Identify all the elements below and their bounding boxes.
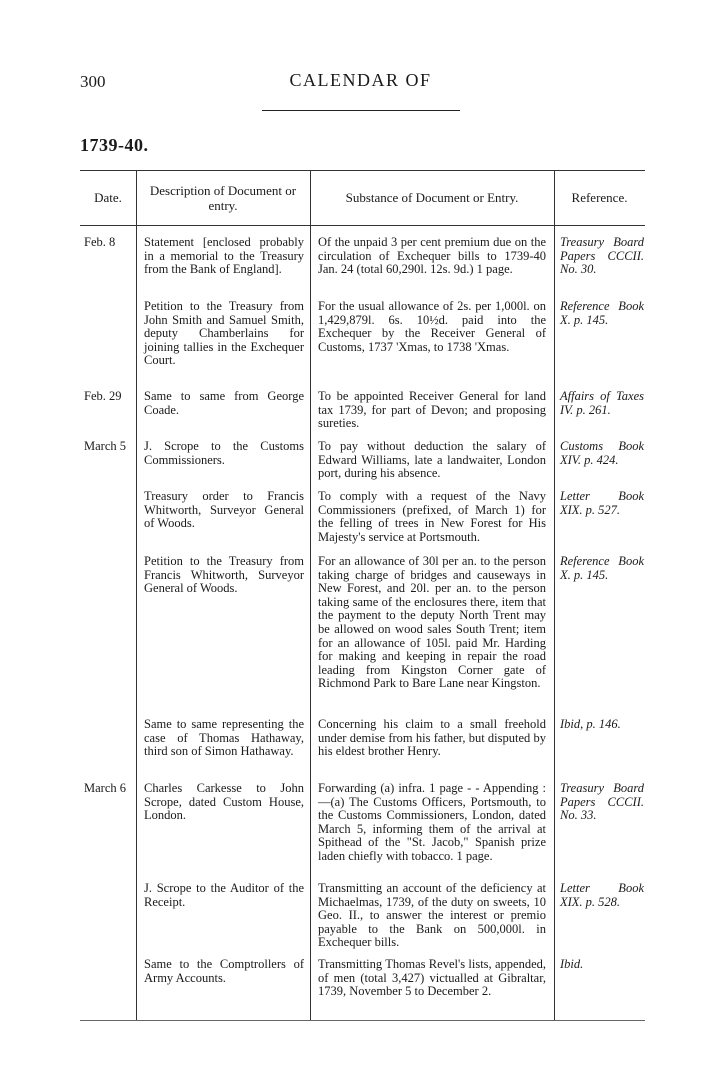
entry-substance: For an allowance of 30l per an. to the person taking charge of bridges and causeways in New Forest, and 20l. per an. to the person taking same of the enclosures there, item that the payment to the deputy North Trent may be allowed on wood sales South Trent; item for an allowance of 105l. paid Mr. Harding for making and keeping in repair the road leading from Kingston Corner gate of Richmond Park to Bare Lane near Kingston. [318, 554, 546, 691]
entry-substance: Of the unpaid 3 per cent premium due on the circulation of Exchequer bills to 1739-40 Jan. 24 (total 60,290l. 12s. 9d.) 1 page. [318, 235, 546, 277]
entry-reference: Letter Book XIX. p. 528. [560, 881, 644, 909]
entry-substance: For the usual allowance of 2s. per 1,000l. on 1,429,879l. 6s. 10½d. paid into the Exchequer by the Receiver General of Customs, 1737 'Xmas, to 1738 'Xmas. [318, 299, 546, 354]
column-header-reference: Reference. [571, 190, 628, 205]
column-header-description: Description of Document or entry. [149, 182, 297, 213]
column-separator-3 [554, 170, 555, 1020]
entry-description: Petition to the Treasury from John Smith and Samuel Smith, deputy Chamberlains for joining tallies in the Exchequer Court. [144, 299, 304, 368]
entry-reference: Reference Book X. p. 145. [560, 299, 644, 327]
entry-reference: Reference Book X. p. 145. [560, 554, 644, 582]
entry-date: Feb. 8 [84, 235, 116, 249]
entry-reference: Customs Book XIV. p. 424. [560, 439, 644, 467]
entry-description: Same to same representing the case of Thomas Hathaway, third son of Simon Hathaway. [144, 717, 304, 759]
entry-description: Same to the Comptrollers of Army Accounts. [144, 957, 304, 985]
entry-description: Treasury order to Francis Whitworth, Surveyor General of Woods. [144, 489, 304, 531]
entry-reference: Treasury Board Papers CCCII. No. 30. [560, 235, 644, 277]
column-header-date: Date. [94, 190, 122, 205]
year-heading: 1739-40. [80, 135, 149, 155]
column-header-substance: Substance of Document or Entry. [345, 190, 519, 205]
entry-substance: Concerning his claim to a small freehold under demise from his father, but disputed by his eldest brother Henry. [318, 717, 546, 759]
entry-reference: Ibid. [560, 957, 584, 971]
entry-substance: To comply with a request of the Navy Commissioners (prefixed, of March 1) for the felling of trees in New Forest for His Majesty's service at Portsmouth. [318, 489, 546, 544]
entry-description: Statement [enclosed probably in a memorial to the Treasury from the Bank of England]. [144, 235, 304, 277]
entry-reference: Affairs of Taxes IV. p. 261. [560, 389, 644, 417]
entry-date: March 6 [84, 781, 126, 795]
entry-substance: Forwarding (a) infra. 1 page - - Appending :—(a) The Customs Officers, Portsmouth, to the Customs Commissioners, London, dated March 5, informing them of the arrival at Spithead of the "St. Jacob," Spanish prize laden chiefly with tobacco. 1 page. [318, 781, 546, 863]
table-bottom-rule [80, 1020, 645, 1021]
page-number: 300 [80, 72, 106, 91]
entry-reference: Ibid, p. 146. [560, 717, 621, 731]
running-head: CALENDAR OF [289, 70, 432, 90]
entry-description: J. Scrope to the Auditor of the Receipt. [144, 881, 304, 909]
header-rule [262, 110, 460, 111]
entry-date: March 5 [84, 439, 126, 453]
entry-reference: Treasury Board Papers CCCII. No. 33. [560, 781, 644, 823]
entry-substance: Transmitting an account of the deficiency at Michaelmas, 1739, of the duty on sweets, 10 Geo. II., to answer the interest or premio payable to the Bank on 500,000l. in Exchequer bills. [318, 881, 546, 950]
column-separator-2 [310, 170, 311, 1020]
column-separator-1 [136, 170, 137, 1020]
entry-substance: To be appointed Receiver General for land tax 1739, for part of Devon; and proposing sureties. [318, 389, 546, 431]
entry-date: Feb. 29 [84, 389, 122, 403]
entry-description: Same to same from George Coade. [144, 389, 304, 417]
table-header-rule [80, 225, 645, 226]
entry-substance: To pay without deduction the salary of Edward Williams, late a landwaiter, London port, during his absence. [318, 439, 546, 481]
entry-reference: Letter Book XIX. p. 527. [560, 489, 644, 517]
entry-substance: Transmitting Thomas Revel's lists, appended, of men (total 3,427) victualled at Gibraltar, 1739, November 5 to December 2. [318, 957, 546, 999]
entry-description: Charles Carkesse to John Scrope, dated Custom House, London. [144, 781, 304, 823]
entry-description: J. Scrope to the Customs Commissioners. [144, 439, 304, 467]
entry-description: Petition to the Treasury from Francis Whitworth, Surveyor General of Woods. [144, 554, 304, 596]
